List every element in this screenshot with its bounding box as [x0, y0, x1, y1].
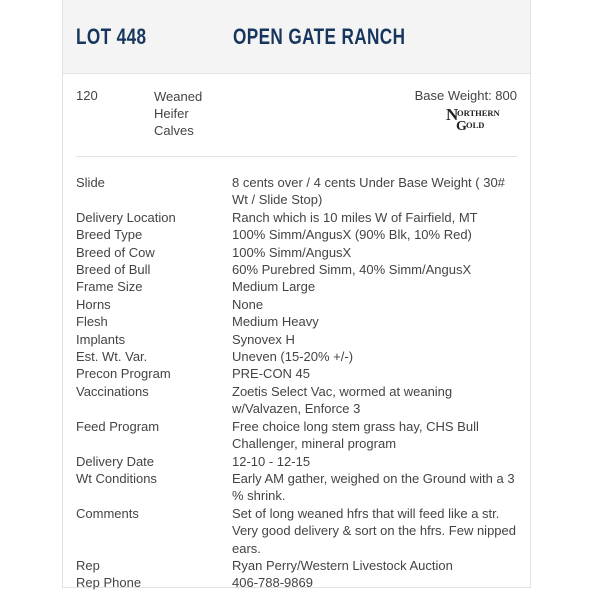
- lot-number: LOT 448: [76, 24, 147, 49]
- detail-value: Synovex H: [232, 331, 295, 347]
- detail-label: Wt Conditions: [76, 470, 157, 486]
- detail-value: None: [232, 296, 264, 312]
- lot-header: [63, 0, 530, 74]
- detail-label: Horns: [76, 296, 111, 312]
- detail-value: Set of long weaned hfrs that will feed like a str. Very good delivery & sort on the hfrs. Few nipped ears.: [232, 505, 516, 556]
- detail-value: 60% Purebred Simm, 40% Simm/AngusX: [232, 262, 472, 278]
- detail-row: [76, 453, 521, 470]
- detail-value: Medium Large: [232, 279, 316, 295]
- svg-text:ORTHERN: ORTHERN: [457, 108, 500, 118]
- detail-row: [76, 331, 521, 348]
- detail-label: Rep: [76, 557, 100, 573]
- detail-value: Early AM gather, weighed on the Ground with a 3 % shrink.: [232, 470, 515, 504]
- detail-value: 406-788-9869: [232, 575, 313, 591]
- detail-row: [76, 348, 521, 365]
- detail-row: [76, 574, 521, 591]
- detail-value: 12-10 - 12-15: [232, 453, 311, 469]
- detail-row: [76, 278, 521, 295]
- description-line: Weaned: [154, 89, 203, 104]
- detail-row: [76, 557, 521, 574]
- detail-row: [76, 226, 521, 243]
- svg-text:OLD: OLD: [466, 120, 485, 130]
- detail-label: Implants: [76, 331, 126, 347]
- detail-row: [76, 418, 521, 453]
- detail-value: PRE-CON 45: [232, 366, 311, 382]
- detail-label: Feed Program: [76, 418, 160, 434]
- northern-gold-logo: [445, 106, 517, 132]
- detail-value: Free choice long stem grass hay, CHS Bull Challenger, mineral program: [232, 418, 479, 452]
- detail-label: Breed Type: [76, 227, 143, 243]
- detail-value: 100% Simm/AngusX: [232, 244, 352, 260]
- detail-row: [76, 174, 521, 209]
- ranch-name: OPEN GATE RANCH: [233, 24, 406, 49]
- detail-value: Uneven (15-20% +/-): [232, 349, 354, 365]
- svg-text:G: G: [456, 119, 467, 132]
- detail-value: Zoetis Select Vac, wormed at weaning w/Valvazen, Enforce 3: [232, 383, 453, 417]
- head-count: 120: [76, 88, 98, 103]
- detail-row: [76, 296, 521, 313]
- detail-label: Rep Phone: [76, 575, 142, 591]
- description-line: Heifer: [154, 106, 189, 121]
- detail-label: Flesh: [76, 314, 108, 330]
- detail-row: [76, 470, 521, 505]
- divider: [76, 156, 517, 157]
- detail-label: Precon Program: [76, 366, 171, 382]
- detail-value: Ryan Perry/Western Livestock Auction: [232, 557, 453, 573]
- cattle-description: [154, 88, 234, 139]
- detail-row: [76, 313, 521, 330]
- detail-label: Breed of Cow: [76, 244, 155, 260]
- detail-label: Breed of Bull: [76, 262, 151, 278]
- lot-details: [76, 174, 521, 592]
- detail-label: Frame Size: [76, 279, 143, 295]
- detail-row: [76, 365, 521, 382]
- lot-card: [62, 0, 531, 591]
- detail-label: Slide: [76, 175, 105, 190]
- detail-row: [76, 261, 521, 278]
- detail-row: [76, 505, 521, 557]
- detail-row: [76, 244, 521, 261]
- detail-value: 100% Simm/AngusX (90% Blk, 10% Red): [232, 227, 472, 243]
- detail-value: 8 cents over / 4 cents Under Base Weight ( 30# Wt / Slide Stop): [232, 175, 505, 208]
- svg-text:N: N: [446, 106, 459, 124]
- detail-label: Est. Wt. Var.: [76, 349, 148, 365]
- detail-row: [76, 209, 521, 226]
- description-line: Calves: [154, 123, 194, 138]
- detail-row: [76, 383, 521, 418]
- base-weight: Base Weight: 800: [414, 88, 517, 103]
- detail-label: Comments: [76, 505, 139, 521]
- detail-label: Delivery Date: [76, 453, 155, 469]
- detail-value: Medium Heavy: [232, 314, 319, 330]
- detail-label: Vaccinations: [76, 383, 149, 399]
- lot-summary: [63, 74, 530, 156]
- detail-label: Delivery Location: [76, 209, 176, 225]
- detail-value: Ranch which is 10 miles W of Fairfield, MT: [232, 209, 478, 225]
